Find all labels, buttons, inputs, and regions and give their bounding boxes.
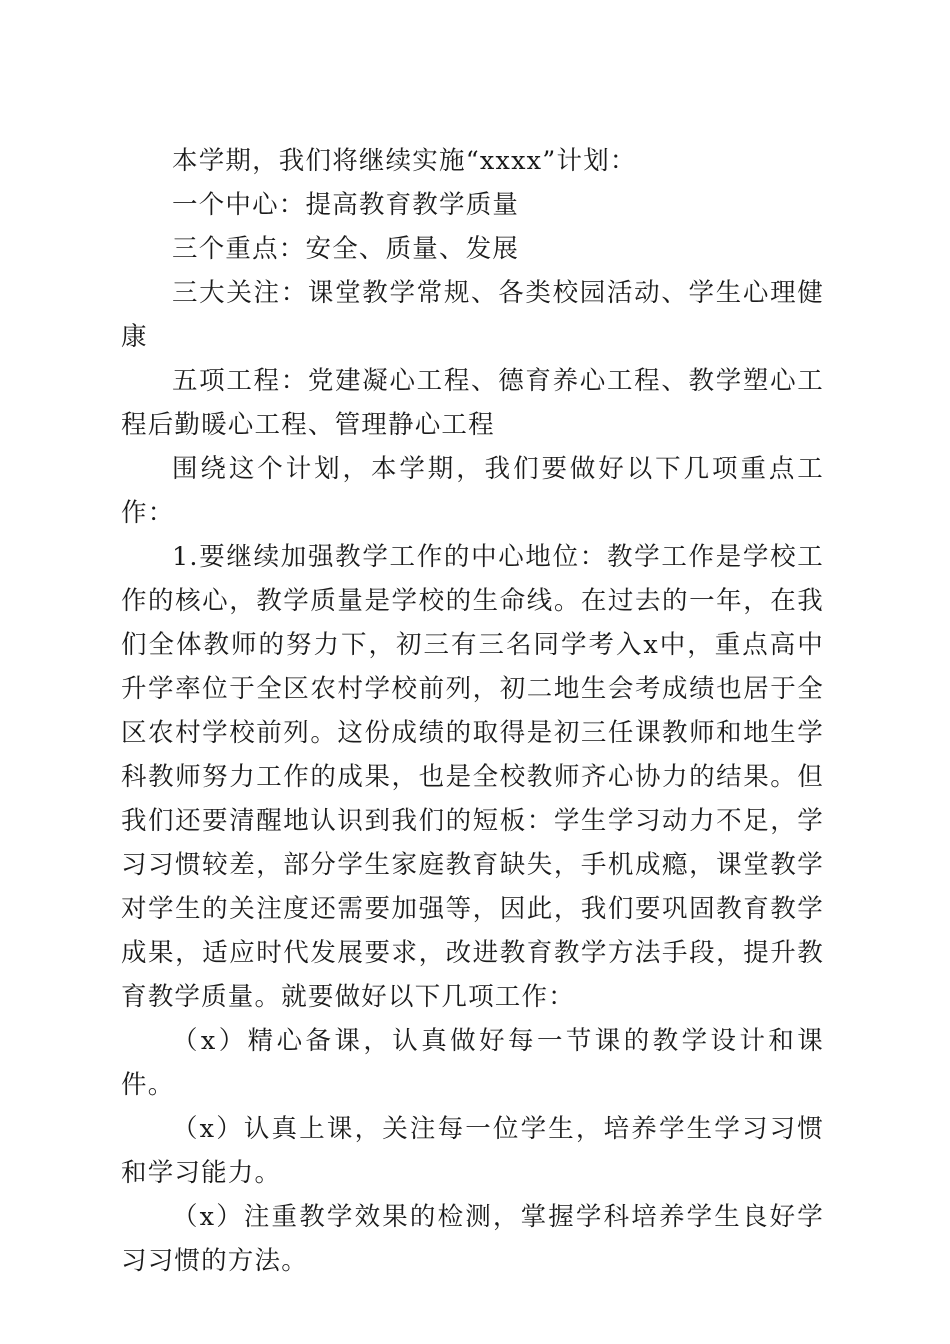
paragraph-plan-intro: 本学期，我们将继续实施“xxxx”计划：	[172, 146, 637, 176]
paragraph-three-focus: 三个重点：安全、质量、发展	[172, 234, 520, 264]
paragraph-three-concerns: 三大关注：课堂教学常规、各类校园活动、学生心理健康	[121, 278, 824, 352]
paragraph-key-work-intro: 围绕这个计划，本学期，我们要做好以下几项重点工作：	[121, 454, 824, 528]
document-body	[121, 139, 824, 1283]
paragraph-item-assessment: （x）注重教学效果的检测，掌握学科培养学生良好学习习惯的方法。	[121, 1202, 824, 1276]
paragraph-item-class-teaching: （x）认真上课，关注每一位学生，培养学生学习习惯和学习能力。	[121, 1114, 824, 1188]
paragraph-five-projects: 五项工程：党建凝心工程、德育养心工程、教学塑心工程后勤暖心工程、管理静心工程	[121, 366, 824, 440]
paragraph-teaching-center: 1.要继续加强教学工作的中心地位：教学工作是学校工作的核心，教学质量是学校的生命线。在过去的一年，在我们全体教师的努力下，初三有三名同学考入x中，重点高中升学率位于全区农村学校前列，初二地生会考成绩也居于全区农村学校前列。这份成绩的取得是初三任课教师和地生学科教师努力工作的成果，也是全校教师齐心协力的结果。但我们还要清醒地认识到我们的短板：学生学习动力不足，学习习惯较差，部分学生家庭教育缺失，手机成瘾，课堂教学对学生的关注度还需要加强等，因此，我们要巩固教育教学成果，适应时代发展要求，改进教育教学方法手段，提升教育教学质量。就要做好以下几项工作：	[121, 542, 824, 1012]
paragraph-item-lesson-prep: （x）精心备课，认真做好每一节课的教学设计和课件。	[121, 1026, 824, 1100]
paragraph-one-center: 一个中心：提高教育教学质量	[172, 190, 520, 220]
